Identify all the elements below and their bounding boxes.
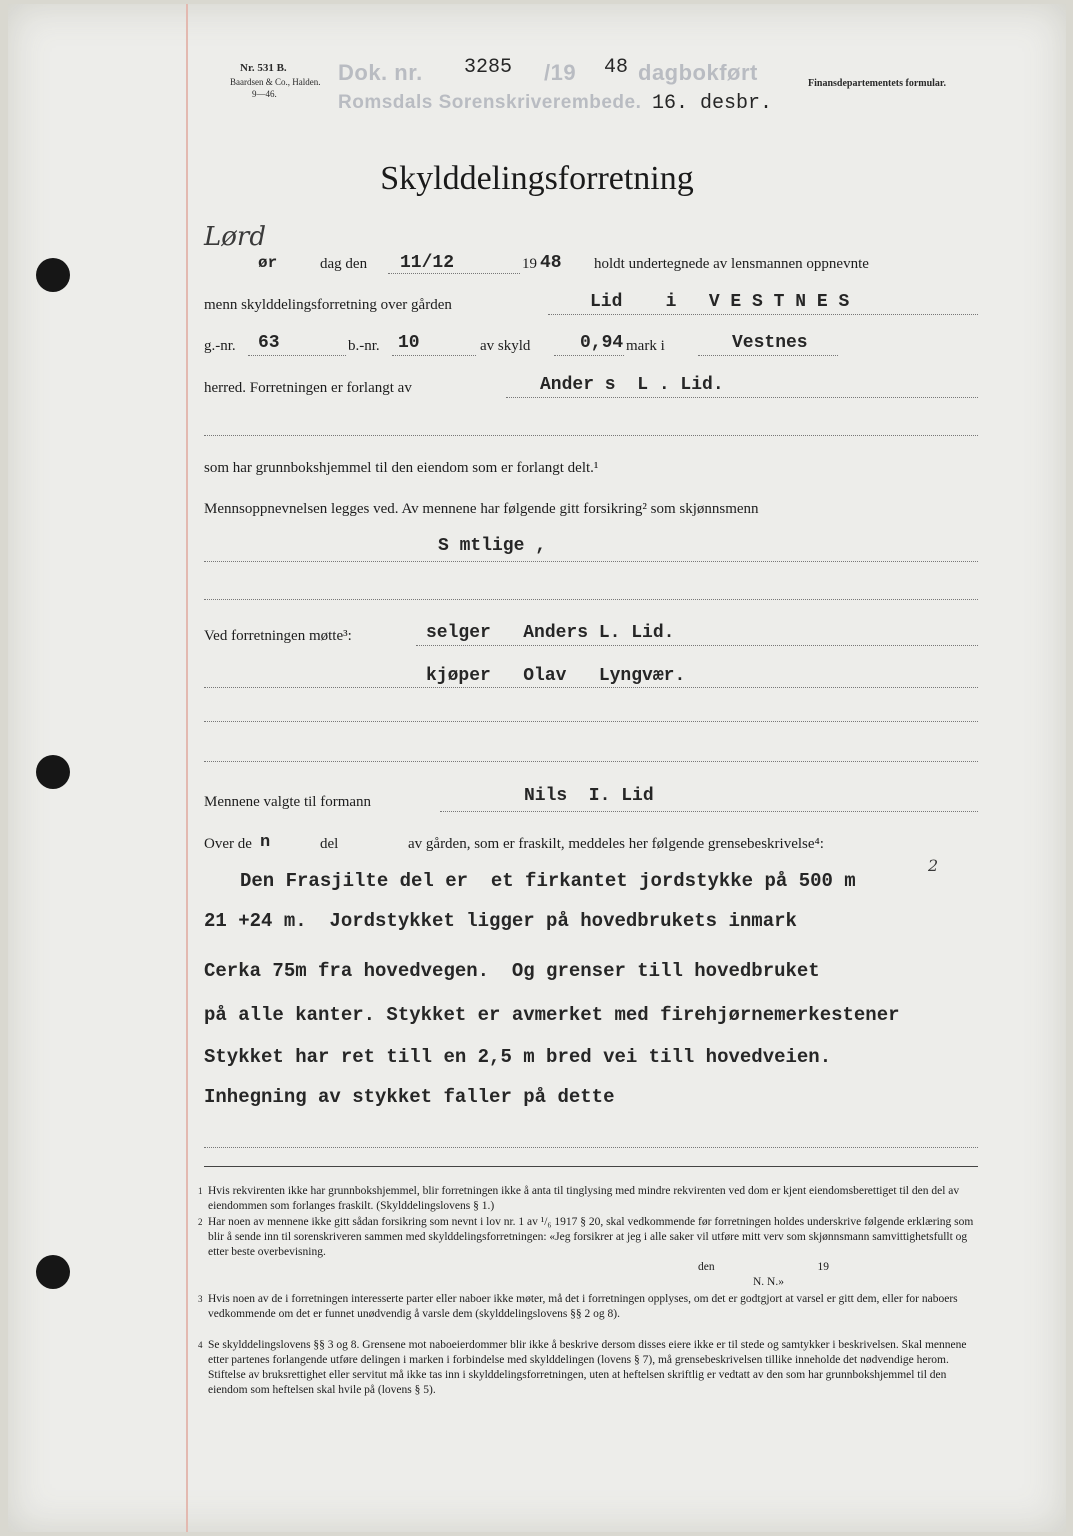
page-title: Skylddelingsforretning <box>380 160 694 197</box>
line4-text: herred. Forretningen er forlangt av <box>204 380 412 396</box>
printer-name: Baardsen & Co., Halden. <box>230 77 321 87</box>
footnote-marker: 4 <box>198 1340 203 1350</box>
year-prefix: 19 <box>522 256 537 272</box>
footnote-3 <box>198 1292 988 1322</box>
form-number: Nr. 531 B. <box>240 62 287 74</box>
skyld-value: 0,94 <box>580 333 624 353</box>
boundary-description-line: Den Frasjilte del er et firkantet jordstykke på 500 m <box>240 870 856 892</box>
dotted-line <box>204 720 978 722</box>
document-page <box>8 4 1066 1532</box>
stamp-dok-nr: Dok. nr. <box>338 60 423 85</box>
dotted-line <box>204 434 978 436</box>
footnote-den: den <box>698 1261 715 1273</box>
footnote-marker: 3 <box>198 1294 203 1304</box>
line7-text: Mennsoppnevnelsen legges ved. Av mennene har følgende gitt forsikring² som skjønnsmenn <box>204 501 759 517</box>
document-number: 3285 <box>464 56 513 79</box>
attendee-buyer: kjøper Olav Lyngvær. <box>426 666 686 686</box>
line12-text: Mennene valgte til formann <box>204 794 372 810</box>
dotted-line <box>204 598 978 600</box>
bnr-label: b.-nr. <box>348 338 380 354</box>
dotted-line <box>506 396 978 398</box>
boundary-description-line: på alle kanter. Stykket er avmerket med firehjørnemerkestener <box>204 1004 900 1026</box>
dotted-line <box>392 354 476 356</box>
document-year: 48 <box>604 56 629 79</box>
stamp-office: Romsdals Sorenskriverembede. <box>338 92 642 113</box>
handwritten-day: Lørd <box>204 222 266 252</box>
stamp-year-separator: /19 <box>544 60 577 85</box>
footnote-text: Hvis noen av de i forretningen interesserte parter eller naboer ikke møter, må det i forretningen opplyses, om det er godtgjort at varsel er gitt dem, eller for naboers vedkommende om det er funnet unødvendig å varsle dem (skylddelingslovens §§ 2 og 8). <box>208 1293 958 1320</box>
dotted-line <box>416 644 978 646</box>
gnr-value: 63 <box>258 333 280 353</box>
footnote-4 <box>198 1338 988 1398</box>
line6-text: som har grunnbokshjemmel til den eiendom som er forlangt delt.¹ <box>204 460 599 476</box>
requester-value: Ander s L . Lid. <box>540 375 724 395</box>
line13-part1: Over de <box>204 836 252 852</box>
typed-day-suffix: ør <box>258 254 278 272</box>
bnr-value: 10 <box>398 333 420 353</box>
boundary-description-line: Cerka 75m fra hovedvegen. Og grenser till hovedbruket <box>204 960 820 982</box>
dotted-line <box>204 686 978 688</box>
boundary-description-line: 21 +24 m. Jordstykket ligger på hovedbrukets inmark <box>204 910 797 932</box>
chairman-value: Nils I. Lid <box>524 786 654 806</box>
footnote-19: 19 <box>817 1261 829 1273</box>
line9-text: Ved forretningen møtte³: <box>204 628 352 644</box>
skyld-label: av skyld <box>480 338 531 354</box>
boundary-description-line: Inhegning av stykket faller på dette <box>204 1086 615 1108</box>
dotted-line <box>204 560 978 562</box>
line13-part2: del <box>320 836 339 852</box>
footnote-text: Se skylddelingslovens §§ 3 og 8. Grensene mot naboeierdommer blir ikke å beskrive dersom disses eiere ikke er til stede og samtykker i beskrivelsen. Skal mennene etter partenes forlangende utføre delingen i marken i forbindelse med skylddelingen (lovens § 7), må grensebeskrivelsen tillike inneholde det nødvendige herom. Stiftelse av bruksrettighet eller servitut må ikke tas inn i skylddelingsforretningen, uten at heftelsen skriftlig er vedtatt av den som har grunnbokshjemmel til den eiendom som heftelsen skal hvile på (lovens § 5). <box>208 1339 967 1396</box>
attendee-seller: selger Anders L. Lid. <box>426 623 675 643</box>
dotted-line <box>548 313 978 315</box>
footnote-marker: 2 <box>198 1217 203 1227</box>
line2-text: menn skylddelingsforretning over gården <box>204 297 452 313</box>
registration-date: 16. desbr. <box>652 92 773 115</box>
date-field: 11/12 <box>400 253 455 273</box>
footnote-1 <box>198 1184 988 1214</box>
dotted-line <box>204 760 978 762</box>
dotted-line <box>248 354 346 356</box>
footnote-2-signature: N. N.» <box>753 1276 784 1288</box>
label-dag-den: dag den <box>320 256 368 272</box>
superscript-2: 2 <box>928 856 939 875</box>
punch-hole-bottom <box>36 1255 70 1289</box>
gnr-label: g.-nr. <box>204 338 236 354</box>
dotted-line <box>440 810 978 812</box>
line13-part3: av gården, som er fraskilt, meddeles her følgende grensebeskrivelse⁴: <box>408 836 824 852</box>
line1-text: holdt undertegnede av lensmannen oppnevnte <box>594 256 869 272</box>
punch-hole-top <box>36 258 70 292</box>
sworn-men-value: S mtlige , <box>438 536 547 556</box>
footnote-text: Har noen av mennene ikke gitt sådan forsikring som nevnt i lov nr. 1 av ¹/₆ 1917 § 20, skal vedkommende før forretningen holdes underskrive følgende erklæring som blir å sende inn til sorenskriveren sammen med skylddelingsforretningen: «Jeg forsikrer at jeg i alle saker vil utføre mitt verv som skjønnsmann samvittighetsfullt og etter beste overbevisning. <box>208 1216 974 1258</box>
print-date: 9—46. <box>252 89 277 99</box>
footnote-2-date <box>698 1260 898 1275</box>
dotted-line <box>554 354 624 356</box>
farm-name: Lid i V E S T N E S <box>590 292 850 312</box>
year-field: 48 <box>540 253 562 273</box>
boundary-description-line: Stykket har ret till en 2,5 m bred vei till hovedveien. <box>204 1046 832 1068</box>
stamp-dagbokfort: dagbokført <box>638 60 758 85</box>
typed-n: n <box>260 833 271 852</box>
ministry-form-label: Finansdepartementets formular. <box>808 78 946 89</box>
dotted-line <box>204 1146 978 1148</box>
footnote-rule <box>204 1166 978 1167</box>
municipality-value: Vestnes <box>732 333 808 353</box>
footnote-2 <box>198 1215 988 1260</box>
footnote-marker: 1 <box>198 1186 203 1196</box>
margin-rule <box>186 4 188 1532</box>
footnote-text: Hvis rekvirenten ikke har grunnbokshjemmel, blir forretningen ikke å anta til tinglysing med mindre rekvirenten ved dom er kjent eiendomsberettiget til den del av eiendommen som forlanges fraskilt. (Skylddelingslovens § 1.) <box>208 1185 960 1212</box>
punch-hole-middle <box>36 755 70 789</box>
mark-label: mark i <box>626 338 665 354</box>
dotted-line <box>698 354 838 356</box>
